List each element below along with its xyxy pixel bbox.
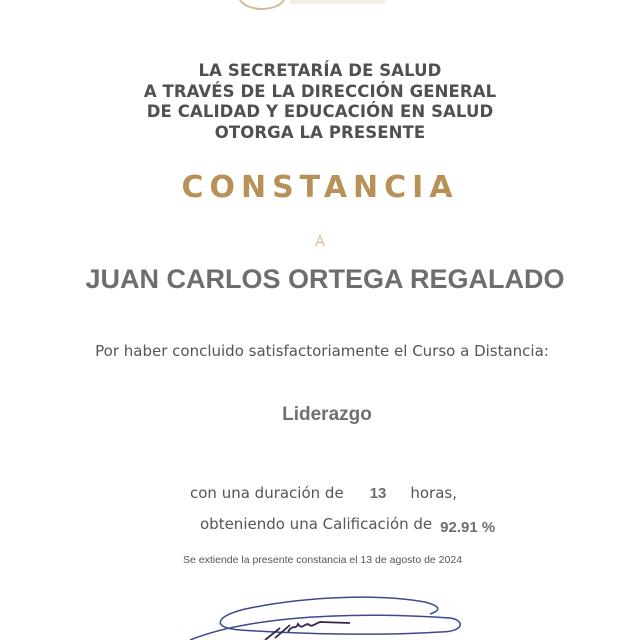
issuer-header [0,61,640,143]
to-label: A [315,234,325,250]
certificate-title: CONSTANCIA [181,170,459,205]
completion-description: Por haber concluido satisfactoriamente el Curso a Distancia: [95,342,549,360]
duration-suffix: horas, [410,484,458,502]
grade-prefix: obteniendo una Calificación de [200,515,433,533]
duration-prefix: con una duración de [190,484,344,502]
duration-hours: 13 [369,485,387,502]
signature-image [180,580,480,640]
issue-date-text: Se extiende la presente constancia el 13 de agosto de 2024 [183,554,463,566]
grade-value: 92.91 % [440,519,496,536]
header-line: LA SECRETARÍA DE SALUD [198,61,442,80]
header-line: A TRAVÉS DE LA DIRECCIÓN GENERAL [143,81,497,101]
header-line: DE CALIDAD Y EDUCACIÓN EN SALUD [146,102,494,121]
seal-caption [290,0,385,4]
recipient-name: JUAN CARLOS ORTEGA REGALADO [85,264,565,294]
official-seal-icon [238,0,286,10]
grade-line [200,515,496,536]
header-line: OTORGA LA PRESENTE [214,122,426,142]
duration-line [190,484,457,502]
course-name: Liderazgo [282,404,372,425]
